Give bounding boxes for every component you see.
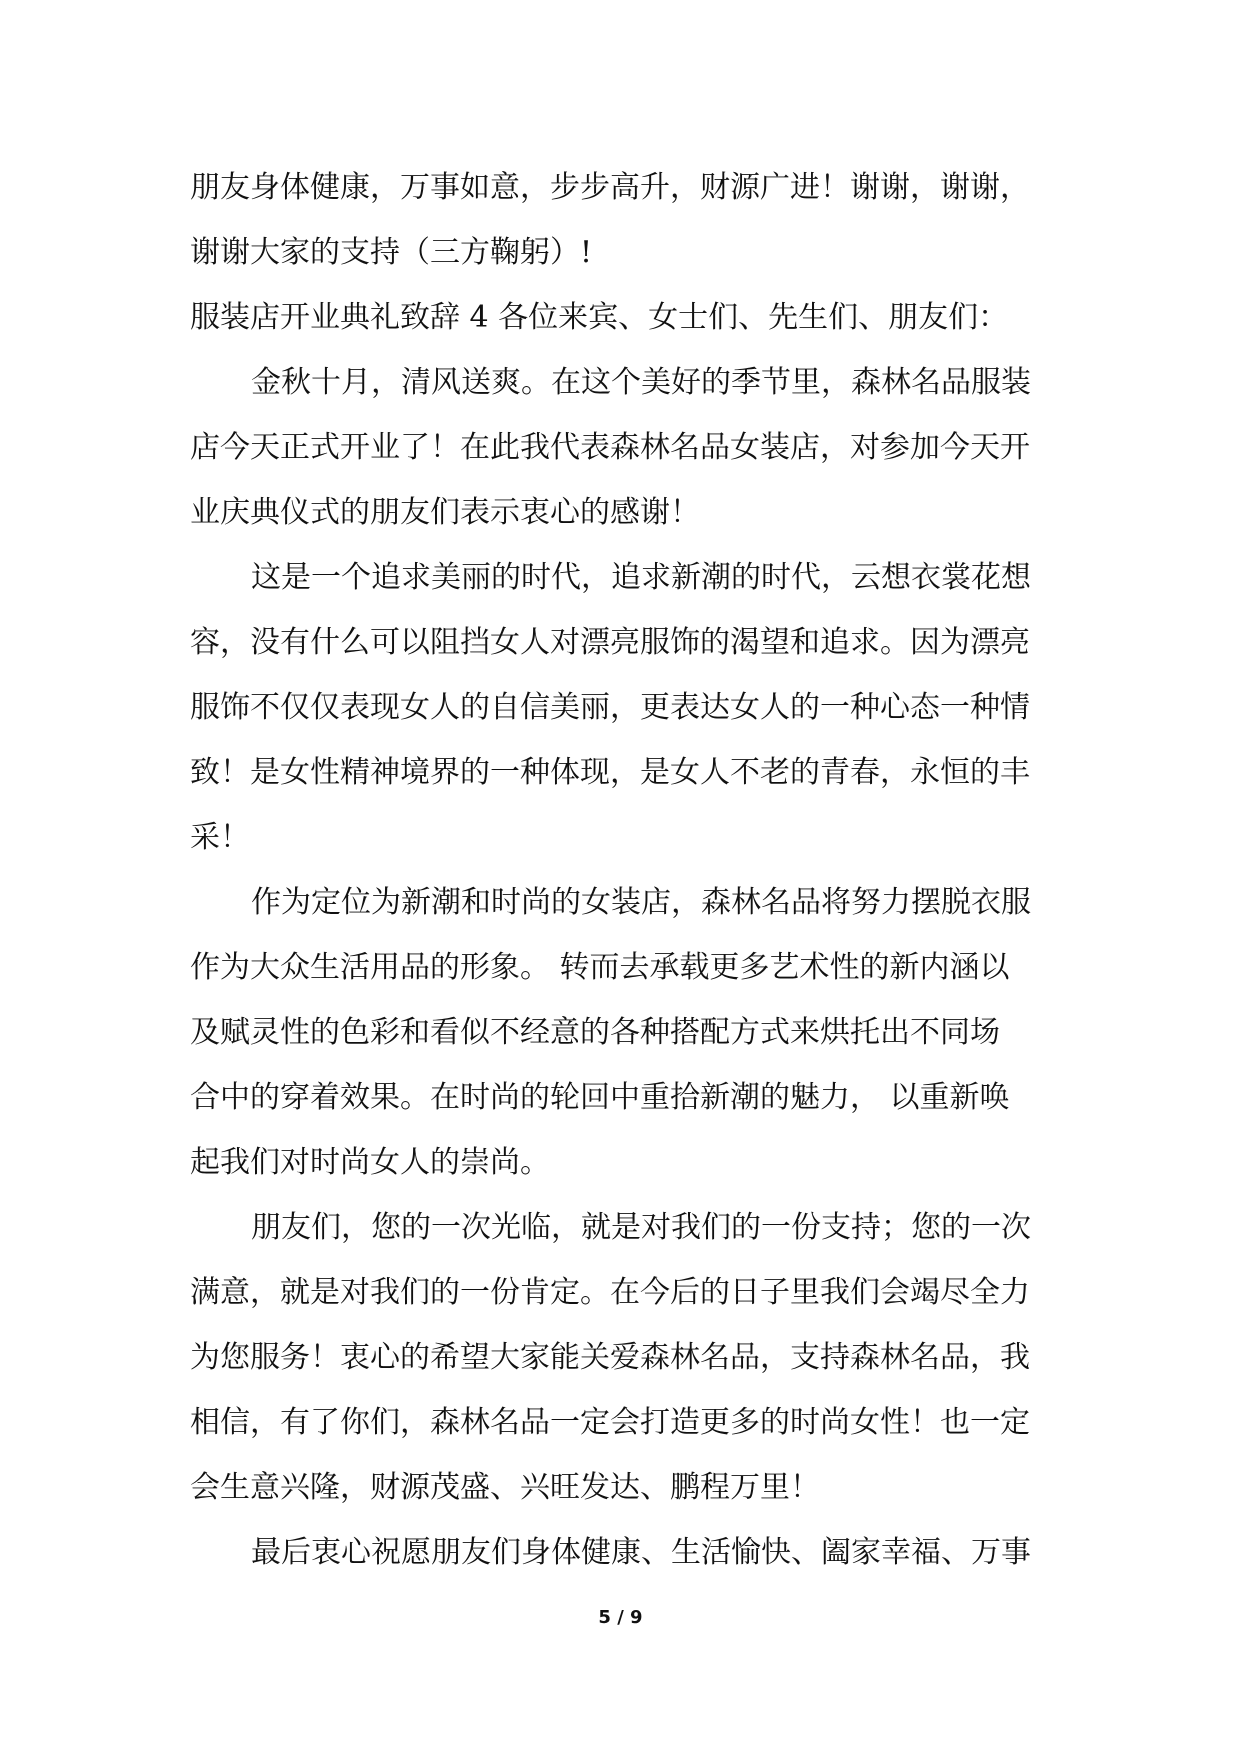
text-line: 业庆典仪式的朋友们表示衷心的感谢！ (190, 495, 700, 530)
paragraph-first-line: 金秋十月，清风送爽。在这个美好的季节里，森林名品服装 (251, 365, 1031, 400)
text-line: 满意，就是对我们的一份肯定。在今后的日子里我们会竭尽全力 (190, 1275, 1030, 1310)
paragraph-first-line: 最后衷心祝愿朋友们身体健康、生活愉快、阖家幸福、万事 (251, 1535, 1031, 1570)
page-number: 5 / 9 (598, 1607, 643, 1628)
text-line: 及赋灵性的色彩和看似不经意的各种搭配方式来烘托出不同场 (190, 1015, 1000, 1050)
text-line: 为您服务！衷心的希望大家能关爱森林名品，支持森林名品，我 (190, 1340, 1030, 1375)
text-line: 容，没有什么可以阻挡女人对漂亮服饰的渴望和追求。因为漂亮 (190, 625, 1030, 660)
text-line: 相信，有了你们，森林名品一定会打造更多的时尚女性！也一定 (190, 1405, 1030, 1440)
paragraph-first-line: 朋友们，您的一次光临，就是对我们的一份支持；您的一次 (251, 1210, 1031, 1245)
text-line: 店今天正式开业了！在此我代表森林名品女装店，对参加今天开 (190, 430, 1030, 465)
text-line: 合中的穿着效果。在时尚的轮回中重拾新潮的魅力， 以重新唤 (190, 1080, 1010, 1115)
document-body (190, 155, 1070, 1585)
paragraph-first-line: 这是一个追求美丽的时代，追求新潮的时代，云想衣裳花想 (251, 560, 1031, 595)
paragraph-first-line: 作为定位为新潮和时尚的女装店，森林名品将努力摆脱衣服 (251, 885, 1031, 920)
text-line: 起我们对时尚女人的崇尚。 (190, 1145, 550, 1180)
section-heading-line: 服装店开业典礼致辞 4 各位来宾、女士们、先生们、朋友们： (190, 300, 1009, 335)
text-line: 致！是女性精神境界的一种体现，是女人不老的青春，永恒的丰 (190, 755, 1030, 790)
text-line: 谢谢大家的支持（三方鞠躬）! (190, 235, 593, 270)
text-line: 会生意兴隆，财源茂盛、兴旺发达、鹏程万里！ (190, 1470, 820, 1505)
text-line: 采！ (190, 820, 250, 855)
text-line: 服饰不仅仅表现女人的自信美丽，更表达女人的一种心态一种情 (190, 690, 1030, 725)
text-line: 作为大众生活用品的形象。 转而去承载更多艺术性的新内涵以 (190, 950, 1010, 985)
text-line: 朋友身体健康，万事如意，步步高升，财源广进！谢谢，谢谢， (190, 170, 1030, 205)
